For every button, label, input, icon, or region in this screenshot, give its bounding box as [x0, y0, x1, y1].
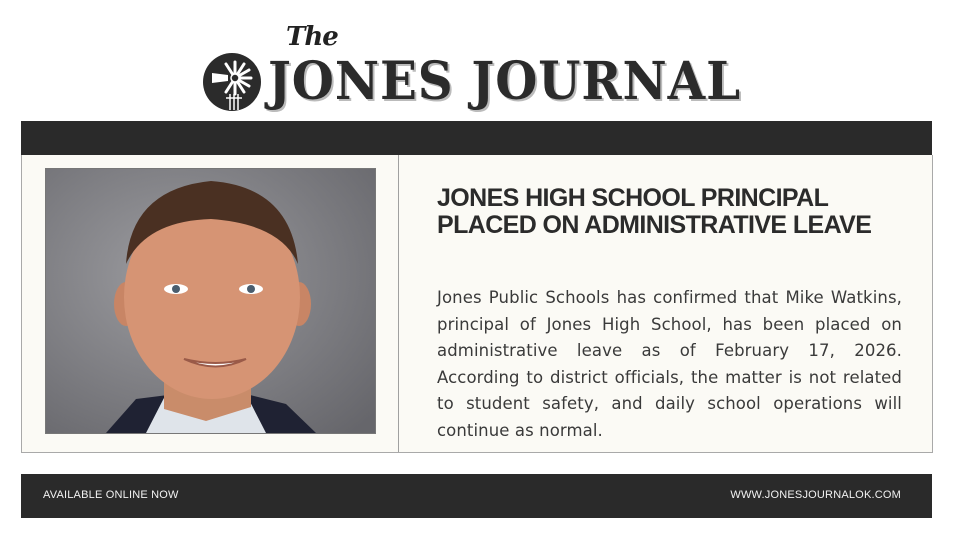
- masthead: [0, 0, 960, 120]
- article-body: Jones Public Schools has confirmed that Mike Watkins, principal of Jones High School, has been placed on administrative leave as of February 17, 2026. According to district officials, the matter is not related to student safety, and daily school operations will continue as normal.: [437, 288, 902, 440]
- publication-title: JONES JOURNAL: [268, 51, 742, 112]
- windmill-icon: [202, 52, 262, 112]
- article-panel: [21, 155, 933, 453]
- article-photo: [45, 168, 376, 434]
- footer-bar: [21, 474, 932, 518]
- website-link[interactable]: WWW.JONESJOURNALOK.COM: [730, 489, 901, 501]
- availability-notice: AVAILABLE ONLINE NOW: [43, 489, 179, 501]
- column-divider: [398, 155, 399, 452]
- article-headline: JONES HIGH SCHOOL PRINCIPAL PLACED ON ADMINISTRATIVE LEAVE: [437, 184, 872, 239]
- masthead-the: The: [286, 22, 338, 52]
- top-bar: [21, 121, 932, 155]
